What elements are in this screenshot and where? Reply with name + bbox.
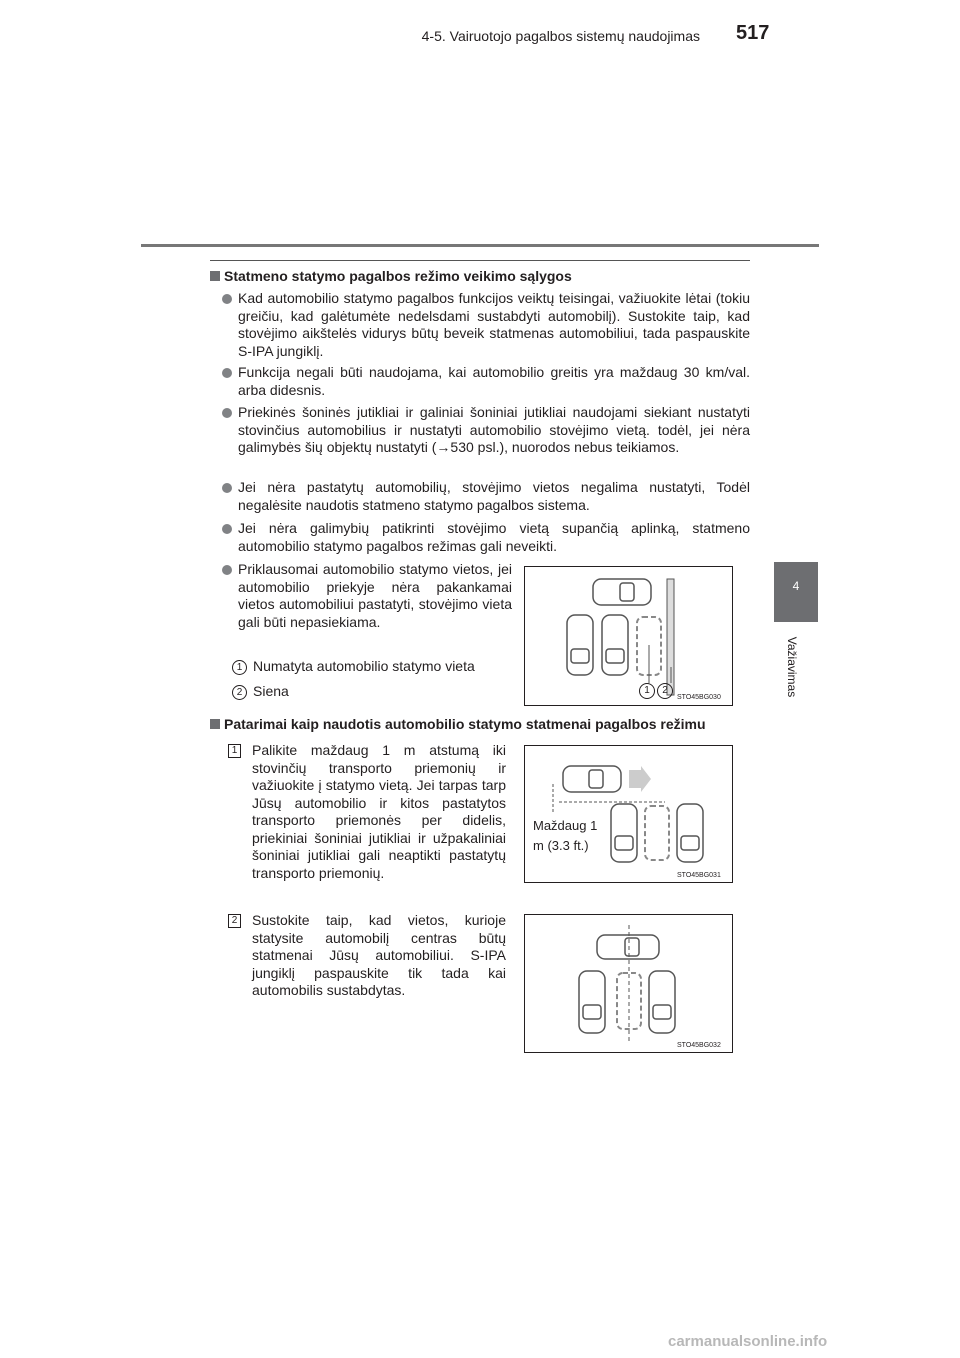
chapter-tab: 4 <box>774 562 818 622</box>
bullet-icon <box>222 483 232 493</box>
callout-1 <box>232 658 475 675</box>
figure-stop-position <box>524 914 733 1053</box>
list-item-text: Jei nėra galimybių patikrinti stovėjimo vietą supančią aplinką, statmeno automobilio statymo pagalbos režimas gali neveikti. <box>238 520 750 554</box>
step-1 <box>228 742 506 882</box>
figure-code: STO45BG031 <box>677 872 721 879</box>
section-header-title: 4-5. Vairuotojo pagalbos sistemų naudojimas <box>421 28 700 44</box>
list-item-text: Jei nėra pastatytų automobilių, stovėjimo vietos negalima nustatyti, Todėl negalėsite naudotis statmeno statymo pagalbos sistema. <box>238 479 750 513</box>
step-text: Palikite maždaug 1 m atstumą iki stovinčių transporto priemonių ir važiuokite į statymo vietą. Jei tarpas tarp Jūsų automobilio ir kitos pastatytos transporto priemonės per didelis, priekiniai šoniniai jutikliai ir užpakaliniai šoniniai jutikliai gali neaptikti pastatytų transporto priemonių. <box>252 742 506 881</box>
figure-code: STO45BG030 <box>677 694 721 701</box>
section-heading-conditions <box>210 268 572 284</box>
list-item <box>222 479 750 514</box>
step-number: 2 <box>228 914 241 928</box>
list-item-text: Funkcija negali būti naudojama, kai automobilio greitis yra maždaug 30 km/val. arba didesnis. <box>238 364 750 398</box>
list-item <box>222 404 750 457</box>
list-item <box>222 364 750 399</box>
bullet-icon <box>222 294 232 304</box>
bullet-icon <box>222 565 232 575</box>
page-number: 517 <box>736 22 770 44</box>
list-item-text: Priklausomai automobilio statymo vietos, jei automobilio priekyje nėra pakankamai vietos automobiliui pastatyti, stovėjimo vieta gali būti nepasiekiama. <box>238 561 512 630</box>
callout-text: Siena <box>253 683 289 699</box>
step-2 <box>228 912 506 1000</box>
distance-label <box>533 816 597 856</box>
figure-parking-space-wall <box>524 566 733 706</box>
parking-diagram-1 <box>525 567 732 705</box>
callout-2 <box>232 683 289 700</box>
list-item-text: Kad automobilio statymo pagalbos funkcijos veiktų teisingai, važiuokite lėtai (tokiu greičiu, kad galėtumėte nedelsdami sustabdyti automobilį). Sustokite taip, kad stovėjimo aikštelės vidurys būtų beveik statmenas automobiliui, tada paspauskite S-IPA jungiklį. <box>238 290 750 359</box>
section-heading-tips <box>210 716 706 732</box>
chapter-label <box>782 630 802 710</box>
step-text: Sustokite taip, kad vietos, kurioje statysite automobilį centras būtų statmenai Jūsų automobiliui. S-IPA jungiklį paspauskite tik tada kai automobilis sustabdytas. <box>252 912 506 998</box>
watermark: carmanualsonline.info <box>668 1333 828 1350</box>
list-item <box>222 561 512 631</box>
chapter-label-text: Važiavimas <box>785 636 799 698</box>
header-rule <box>141 244 819 247</box>
distance-line-2: m (3.3 ft.) <box>533 838 589 853</box>
bullet-icon <box>222 524 232 534</box>
section-heading-text: Patarimai kaip naudotis automobilio statymo statmenai pagalbos režimu <box>224 716 706 732</box>
list-item-text: Priekinės šoninės jutikliai ir galiniai šoniniai jutikliai naudojami siekiant nustatyti stovinčius automobilius ir nustatyti automobilio stovėjimo vietą. todėl, jei nėra galimybės šių objektų nustatyti (→530 psl.), nuorodos nebus teikiamos. <box>238 404 750 455</box>
figure-approach-distance <box>524 745 733 883</box>
parking-diagram-2 <box>525 746 732 882</box>
callout-text: Numatyta automobilio statymo vieta <box>253 658 475 674</box>
parking-diagram-3 <box>525 915 732 1052</box>
section-heading-text: Statmeno statymo pagalbos režimo veikimo sąlygos <box>224 268 572 284</box>
square-bullet-icon <box>210 719 220 729</box>
list-item <box>222 520 750 555</box>
section-rule <box>210 260 750 261</box>
figure-label-2: 2 <box>657 683 673 699</box>
figure-code: STO45BG032 <box>677 1042 721 1049</box>
figure-label-1: 1 <box>639 683 655 699</box>
bullet-icon <box>222 408 232 418</box>
list-item <box>222 290 750 360</box>
callout-number: 1 <box>232 660 247 675</box>
distance-line-1: Maždaug 1 <box>533 818 598 833</box>
step-number: 1 <box>228 744 241 758</box>
callout-number: 2 <box>232 685 247 700</box>
bullet-icon <box>222 368 232 378</box>
square-bullet-icon <box>210 271 220 281</box>
